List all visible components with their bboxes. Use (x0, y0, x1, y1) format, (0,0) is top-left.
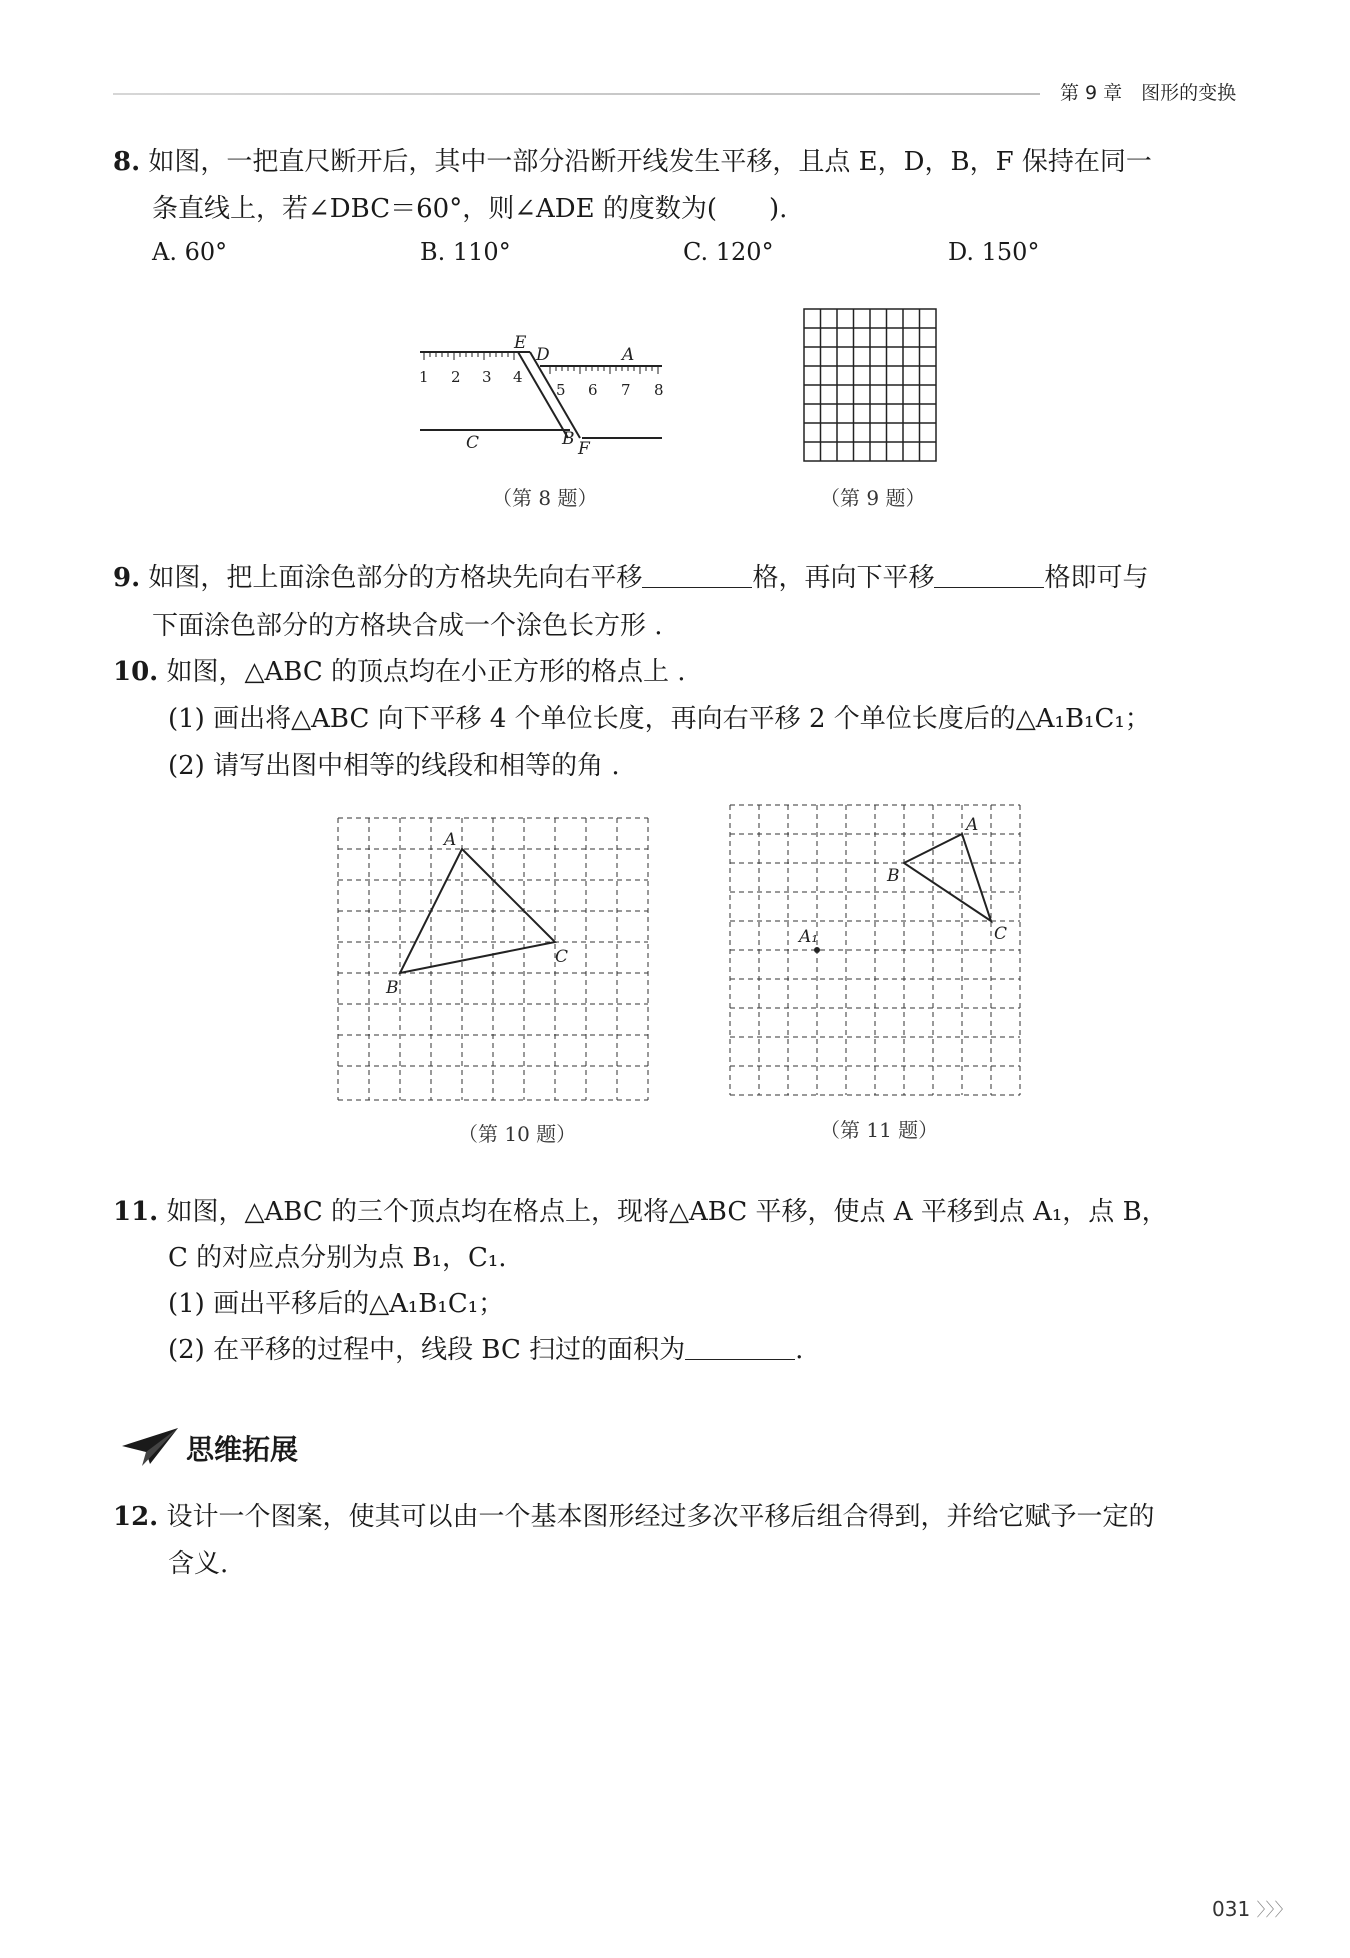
question-10-line1 (113, 652, 686, 694)
question-number: 10. (113, 657, 159, 687)
option-d: D. 150° (948, 238, 1040, 266)
figure-10-caption: （第 10 题） (458, 1122, 577, 1146)
question-11-part2 (168, 1330, 803, 1372)
point-label-b: B (562, 429, 575, 449)
question-8-line1 (113, 142, 1152, 184)
vertex-label-c: C (555, 947, 569, 967)
question-10-part2: (2) 请写出图中相等的线段和相等的角 . (168, 751, 620, 781)
option-c: C. 120° (683, 238, 774, 266)
vertex-label-a: A (444, 830, 457, 850)
question-number: 11. (113, 1197, 159, 1227)
vertex-label-b: B (386, 978, 399, 998)
question-text: 如图，一把直尺断开后，其中一部分沿断开线发生平移，且点 E，D，B，F 保持在同一 (148, 147, 1152, 177)
question-9-line1 (113, 558, 1148, 600)
question-text: . (795, 1335, 804, 1365)
question-text: 如图，把上面涂色部分的方格块先向右平移 (148, 563, 643, 593)
point-label-d: D (536, 345, 550, 365)
chapter-header: 第 9 章 图形的变换 (1060, 82, 1237, 104)
tick-label: 4 (513, 368, 523, 386)
vertex-label-c: C (994, 924, 1008, 944)
figure-11-grid (724, 797, 1034, 1102)
question-8-line2: 条直线上，若∠DBC＝60°，则∠ADE 的度数为( ). (152, 194, 788, 224)
tick-label: 1 (419, 368, 429, 386)
question-text: (2) 在平移的过程中，线段 BC 扫过的面积为 (168, 1335, 686, 1365)
tick-label: 3 (482, 368, 492, 386)
figure-9-grid (800, 305, 940, 465)
page-number-value: 031 (1212, 1897, 1251, 1921)
tick-label: 5 (556, 381, 566, 399)
point-label-f: F (578, 439, 590, 459)
question-12-line2: 含义. (168, 1549, 229, 1579)
point-label-c: C (466, 433, 480, 453)
point-label-a1: A₁ (799, 927, 819, 947)
question-11-line1 (113, 1192, 1168, 1234)
question-12-line1 (113, 1497, 1155, 1539)
page-number (1212, 1896, 1293, 1922)
question-text: 格，再向下平移 (752, 563, 935, 593)
tick-label: 2 (451, 368, 461, 386)
question-text: 如图，△ABC 的顶点均在小正方形的格点上 . (166, 657, 686, 687)
question-9-line2: 下面涂色部分的方格块合成一个涂色长方形 . (152, 611, 663, 641)
header-rule (113, 93, 1040, 95)
section-title: 思维拓展 (186, 1433, 299, 1466)
question-text: 格即可与 (1044, 563, 1149, 593)
question-11-part1: (1) 画出平移后的△A₁B₁C₁； (168, 1289, 505, 1319)
answer-blank[interactable] (642, 565, 752, 588)
point-label-e: E (514, 333, 527, 353)
chevron-right-icon: 〉〉〉 (1256, 1900, 1293, 1921)
triangle-abc (904, 834, 991, 921)
tick-label: 8 (654, 381, 664, 399)
point-a1 (814, 947, 820, 953)
vertex-label-b: B (887, 866, 900, 886)
question-11-line2: C 的对应点分别为点 B₁，C₁. (168, 1243, 507, 1273)
question-number: 12. (113, 1502, 159, 1532)
figure-9-caption: （第 9 题） (820, 486, 926, 510)
question-10-part1: (1) 画出将△ABC 向下平移 4 个单位长度，再向右平移 2 个单位长度后的△A₁B₁C₁； (168, 704, 1151, 734)
paper-plane-icon (120, 1424, 180, 1468)
answer-blank[interactable] (685, 1337, 795, 1360)
figure-11-caption: （第 11 题） (820, 1118, 939, 1142)
figure-8-ruler (410, 330, 680, 470)
figure-8-caption: （第 8 题） (492, 486, 598, 510)
tick-label: 6 (588, 381, 598, 399)
question-text: 如图，△ABC 的三个顶点均在格点上，现将△ABC 平移，使点 A 平移到点 A₁，点 B， (166, 1197, 1168, 1227)
vertex-label-a: A (966, 815, 979, 835)
figure-10-grid (330, 810, 660, 1110)
question-number: 8. (113, 147, 141, 177)
point-label-a: A (622, 345, 635, 365)
option-b: B. 110° (420, 238, 511, 266)
question-number: 9. (113, 563, 141, 593)
option-a: A. 60° (152, 238, 228, 266)
question-text: 设计一个图案，使其可以由一个基本图形经过多次平移后组合得到，并给它赋予一定的 (166, 1502, 1155, 1532)
tick-label: 7 (621, 381, 631, 399)
answer-blank[interactable] (934, 565, 1044, 588)
